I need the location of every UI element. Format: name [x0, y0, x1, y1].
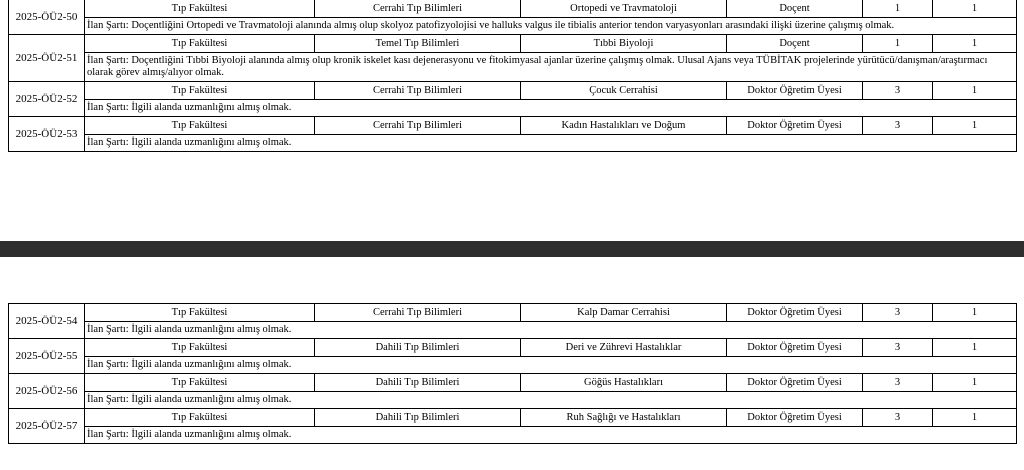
table-row-condition	[9, 53, 1017, 82]
count-cell: 1	[863, 0, 933, 18]
title-cell: Doktor Öğretim Üyesi	[727, 117, 863, 135]
condition-cell	[85, 322, 1017, 339]
table-row-condition	[9, 100, 1017, 117]
department-cell: Dahili Tıp Bilimleri	[315, 339, 521, 357]
condition-text: İlgili alanda uzmanlığını almış olmak.	[131, 102, 292, 113]
count-cell: 1	[933, 82, 1017, 100]
condition-text: Doçentliğini Ortopedi ve Travmatoloji alanında almış olup skolyoz patofizyolojisi ve halluks valgus ile tibialis anterior tendon varyasyonları arasındaki ilişki üzerine çalışmış olmak.	[131, 20, 895, 31]
field-cell: Tıbbi Biyoloji	[521, 35, 727, 53]
title-cell: Doktor Öğretim Üyesi	[727, 339, 863, 357]
table-row-condition	[9, 427, 1017, 444]
position-code: 2025-ÖÜ2-52	[9, 82, 85, 117]
table-row	[9, 304, 1017, 322]
count-cell: 3	[863, 304, 933, 322]
position-code: 2025-ÖÜ2-56	[9, 374, 85, 409]
positions-table	[8, 0, 1017, 152]
count-cell: 1	[933, 304, 1017, 322]
count-cell: 3	[863, 409, 933, 427]
condition-cell	[85, 392, 1017, 409]
faculty-cell: Tıp Fakültesi	[85, 409, 315, 427]
count-cell: 3	[863, 117, 933, 135]
condition-text: İlgili alanda uzmanlığını almış olmak.	[131, 394, 292, 405]
title-cell: Doktor Öğretim Üyesi	[727, 409, 863, 427]
count-cell: 3	[863, 339, 933, 357]
positions-table-body	[9, 0, 1017, 152]
department-cell: Cerrahi Tıp Bilimleri	[315, 304, 521, 322]
department-cell: Dahili Tıp Bilimleri	[315, 374, 521, 392]
count-cell: 1	[933, 374, 1017, 392]
title-cell: Doktor Öğretim Üyesi	[727, 374, 863, 392]
condition-label: İlan Şartı:	[87, 359, 129, 370]
condition-label: İlan Şartı:	[87, 394, 129, 405]
field-cell: Ruh Sağlığı ve Hastalıkları	[521, 409, 727, 427]
document-page-top	[0, 0, 1024, 182]
position-code: 2025-ÖÜ2-50	[9, 0, 85, 35]
table-row	[9, 117, 1017, 135]
department-cell: Cerrahi Tıp Bilimleri	[315, 82, 521, 100]
table-row	[9, 0, 1017, 18]
faculty-cell: Tıp Fakültesi	[85, 374, 315, 392]
position-code: 2025-ÖÜ2-51	[9, 35, 85, 82]
table-row-condition	[9, 18, 1017, 35]
faculty-cell: Tıp Fakültesi	[85, 117, 315, 135]
count-cell: 3	[863, 374, 933, 392]
field-cell: Çocuk Cerrahisi	[521, 82, 727, 100]
count-cell: 3	[863, 82, 933, 100]
condition-text: Doçentliğini Tıbbi Biyoloji alanında almış olup kronik iskelet kası dejenerasyonu ve fitokimyasal ajanlar üzerine çalışmış olmak. Ulusal Ajans veya TÜBİTAK projelerinde yürütücü/danışman/araştırmacı olarak görev almış/alıyor olmak.	[87, 55, 988, 78]
condition-cell	[85, 427, 1017, 444]
condition-text: İlgili alanda uzmanlığını almış olmak.	[131, 429, 292, 440]
position-code: 2025-ÖÜ2-57	[9, 409, 85, 444]
condition-cell	[85, 18, 1017, 35]
condition-cell	[85, 135, 1017, 152]
position-code: 2025-ÖÜ2-55	[9, 339, 85, 374]
count-cell: 1	[933, 0, 1017, 18]
condition-label: İlan Şartı:	[87, 102, 129, 113]
condition-label: İlan Şartı:	[87, 429, 129, 440]
title-cell: Doktor Öğretim Üyesi	[727, 304, 863, 322]
table-row	[9, 409, 1017, 427]
position-code: 2025-ÖÜ2-54	[9, 304, 85, 339]
faculty-cell: Tıp Fakültesi	[85, 82, 315, 100]
faculty-cell: Tıp Fakültesi	[85, 304, 315, 322]
document-page-bottom	[0, 258, 1024, 470]
department-cell: Temel Tıp Bilimleri	[315, 35, 521, 53]
condition-label: İlan Şartı:	[87, 137, 129, 148]
condition-text: İlgili alanda uzmanlığını almış olmak.	[131, 359, 292, 370]
table-row-condition	[9, 135, 1017, 152]
condition-cell	[85, 357, 1017, 374]
positions-table	[8, 303, 1017, 444]
faculty-cell: Tıp Fakültesi	[85, 339, 315, 357]
page-separator	[0, 241, 1024, 257]
department-cell: Dahili Tıp Bilimleri	[315, 409, 521, 427]
title-cell: Doktor Öğretim Üyesi	[727, 82, 863, 100]
condition-text: İlgili alanda uzmanlığını almış olmak.	[131, 137, 292, 148]
field-cell: Ortopedi ve Travmatoloji	[521, 0, 727, 18]
condition-cell	[85, 53, 1017, 82]
condition-label: İlan Şartı:	[87, 20, 129, 31]
table-row	[9, 82, 1017, 100]
condition-text: İlgili alanda uzmanlığını almış olmak.	[131, 324, 292, 335]
field-cell: Kadın Hastalıkları ve Doğum	[521, 117, 727, 135]
count-cell: 1	[863, 35, 933, 53]
title-cell: Doçent	[727, 0, 863, 18]
table-row	[9, 339, 1017, 357]
table-row-condition	[9, 392, 1017, 409]
condition-label: İlan Şartı:	[87, 324, 129, 335]
table-row	[9, 35, 1017, 53]
table-row-condition	[9, 357, 1017, 374]
condition-label: İlan Şartı:	[87, 55, 129, 66]
faculty-cell: Tıp Fakültesi	[85, 35, 315, 53]
faculty-cell: Tıp Fakültesi	[85, 0, 315, 18]
count-cell: 1	[933, 117, 1017, 135]
count-cell: 1	[933, 35, 1017, 53]
positions-table-body	[9, 304, 1017, 444]
field-cell: Deri ve Zührevi Hastalıklar	[521, 339, 727, 357]
title-cell: Doçent	[727, 35, 863, 53]
position-code: 2025-ÖÜ2-53	[9, 117, 85, 152]
condition-cell	[85, 100, 1017, 117]
department-cell: Cerrahi Tıp Bilimleri	[315, 117, 521, 135]
table-row	[9, 374, 1017, 392]
department-cell: Cerrahi Tıp Bilimleri	[315, 0, 521, 18]
field-cell: Göğüs Hastalıkları	[521, 374, 727, 392]
count-cell: 1	[933, 339, 1017, 357]
count-cell: 1	[933, 409, 1017, 427]
field-cell: Kalp Damar Cerrahisi	[521, 304, 727, 322]
table-row-condition	[9, 322, 1017, 339]
